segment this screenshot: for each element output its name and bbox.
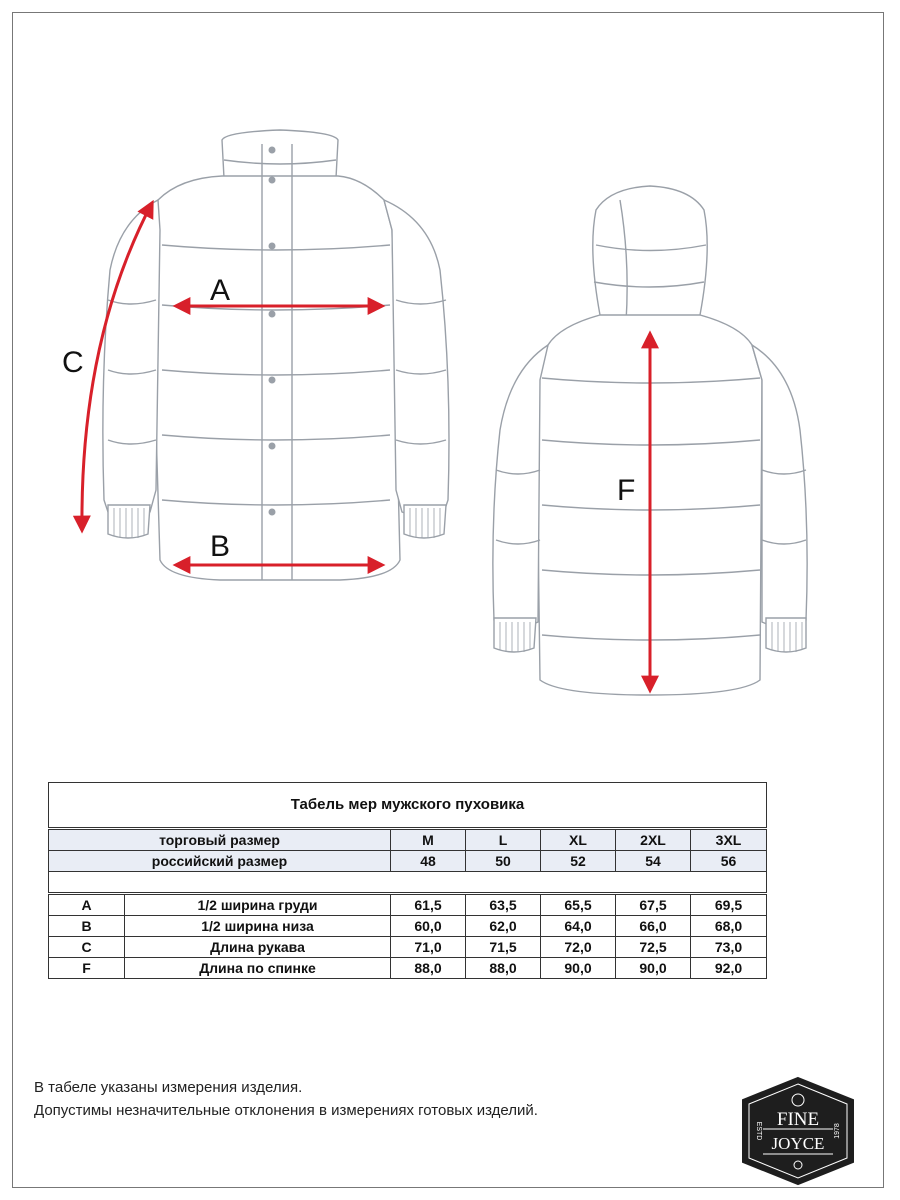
row-value: 68,0 xyxy=(691,916,767,937)
row-code: C xyxy=(49,937,125,958)
row-name: Длина по спинке xyxy=(125,958,391,979)
label-b: B xyxy=(210,530,231,563)
note-line: Допустимы незначительные отклонения в измерениях готовых изделий. xyxy=(34,1102,538,1119)
row-value: 73,0 xyxy=(691,937,767,958)
brand-logo xyxy=(737,1076,859,1186)
spacer-row xyxy=(49,872,767,894)
row-value: 88,0 xyxy=(391,958,466,979)
ru-size-label: российский размер xyxy=(49,851,391,872)
ru-size-cell: 50 xyxy=(466,851,541,872)
trade-size-label: торговый размер xyxy=(49,829,391,851)
trade-size-cell: 3XL xyxy=(691,829,767,851)
row-value: 88,0 xyxy=(466,958,541,979)
ru-size-cell: 48 xyxy=(391,851,466,872)
trade-size-cell: 2XL xyxy=(616,829,691,851)
label-a: A xyxy=(210,274,231,307)
logo-left-text: ESTD xyxy=(755,1121,762,1141)
table-row xyxy=(49,916,767,937)
row-value: 62,0 xyxy=(466,916,541,937)
row-name: 1/2 ширина низа xyxy=(125,916,391,937)
jacket-front-drawing xyxy=(103,130,449,580)
row-value: 67,5 xyxy=(616,894,691,916)
ru-size-cell: 56 xyxy=(691,851,767,872)
row-value: 69,5 xyxy=(691,894,767,916)
row-value: 66,0 xyxy=(616,916,691,937)
row-value: 71,0 xyxy=(391,937,466,958)
table-row xyxy=(49,937,767,958)
ru-size-cell: 54 xyxy=(616,851,691,872)
trade-size-cell: M xyxy=(391,829,466,851)
logo-right-text: 1978 xyxy=(834,1123,841,1139)
row-value: 72,5 xyxy=(616,937,691,958)
table-row xyxy=(49,958,767,979)
row-value: 92,0 xyxy=(691,958,767,979)
footnotes xyxy=(34,1076,538,1122)
table-row xyxy=(49,894,767,916)
row-value: 72,0 xyxy=(541,937,616,958)
row-code: B xyxy=(49,916,125,937)
label-f: F xyxy=(617,474,636,507)
label-c: C xyxy=(62,346,84,379)
ru-size-cell: 52 xyxy=(541,851,616,872)
logo-line-2: JOYCE xyxy=(771,1134,825,1153)
row-value: 61,5 xyxy=(391,894,466,916)
row-value: 60,0 xyxy=(391,916,466,937)
row-value: 90,0 xyxy=(541,958,616,979)
row-value: 90,0 xyxy=(616,958,691,979)
row-value: 71,5 xyxy=(466,937,541,958)
size-table xyxy=(48,782,767,979)
trade-size-cell: L xyxy=(466,829,541,851)
row-name: 1/2 ширина груди xyxy=(125,894,391,916)
row-value: 64,0 xyxy=(541,916,616,937)
row-value: 63,5 xyxy=(466,894,541,916)
note-line: В табеле указаны измерения изделия. xyxy=(34,1079,303,1096)
row-value: 65,5 xyxy=(541,894,616,916)
table-title: Табель мер мужского пуховика xyxy=(49,783,767,829)
row-name: Длина рукава xyxy=(125,937,391,958)
logo-line-1: FINE xyxy=(776,1109,820,1130)
row-code: F xyxy=(49,958,125,979)
row-code: A xyxy=(49,894,125,916)
trade-size-cell: XL xyxy=(541,829,616,851)
